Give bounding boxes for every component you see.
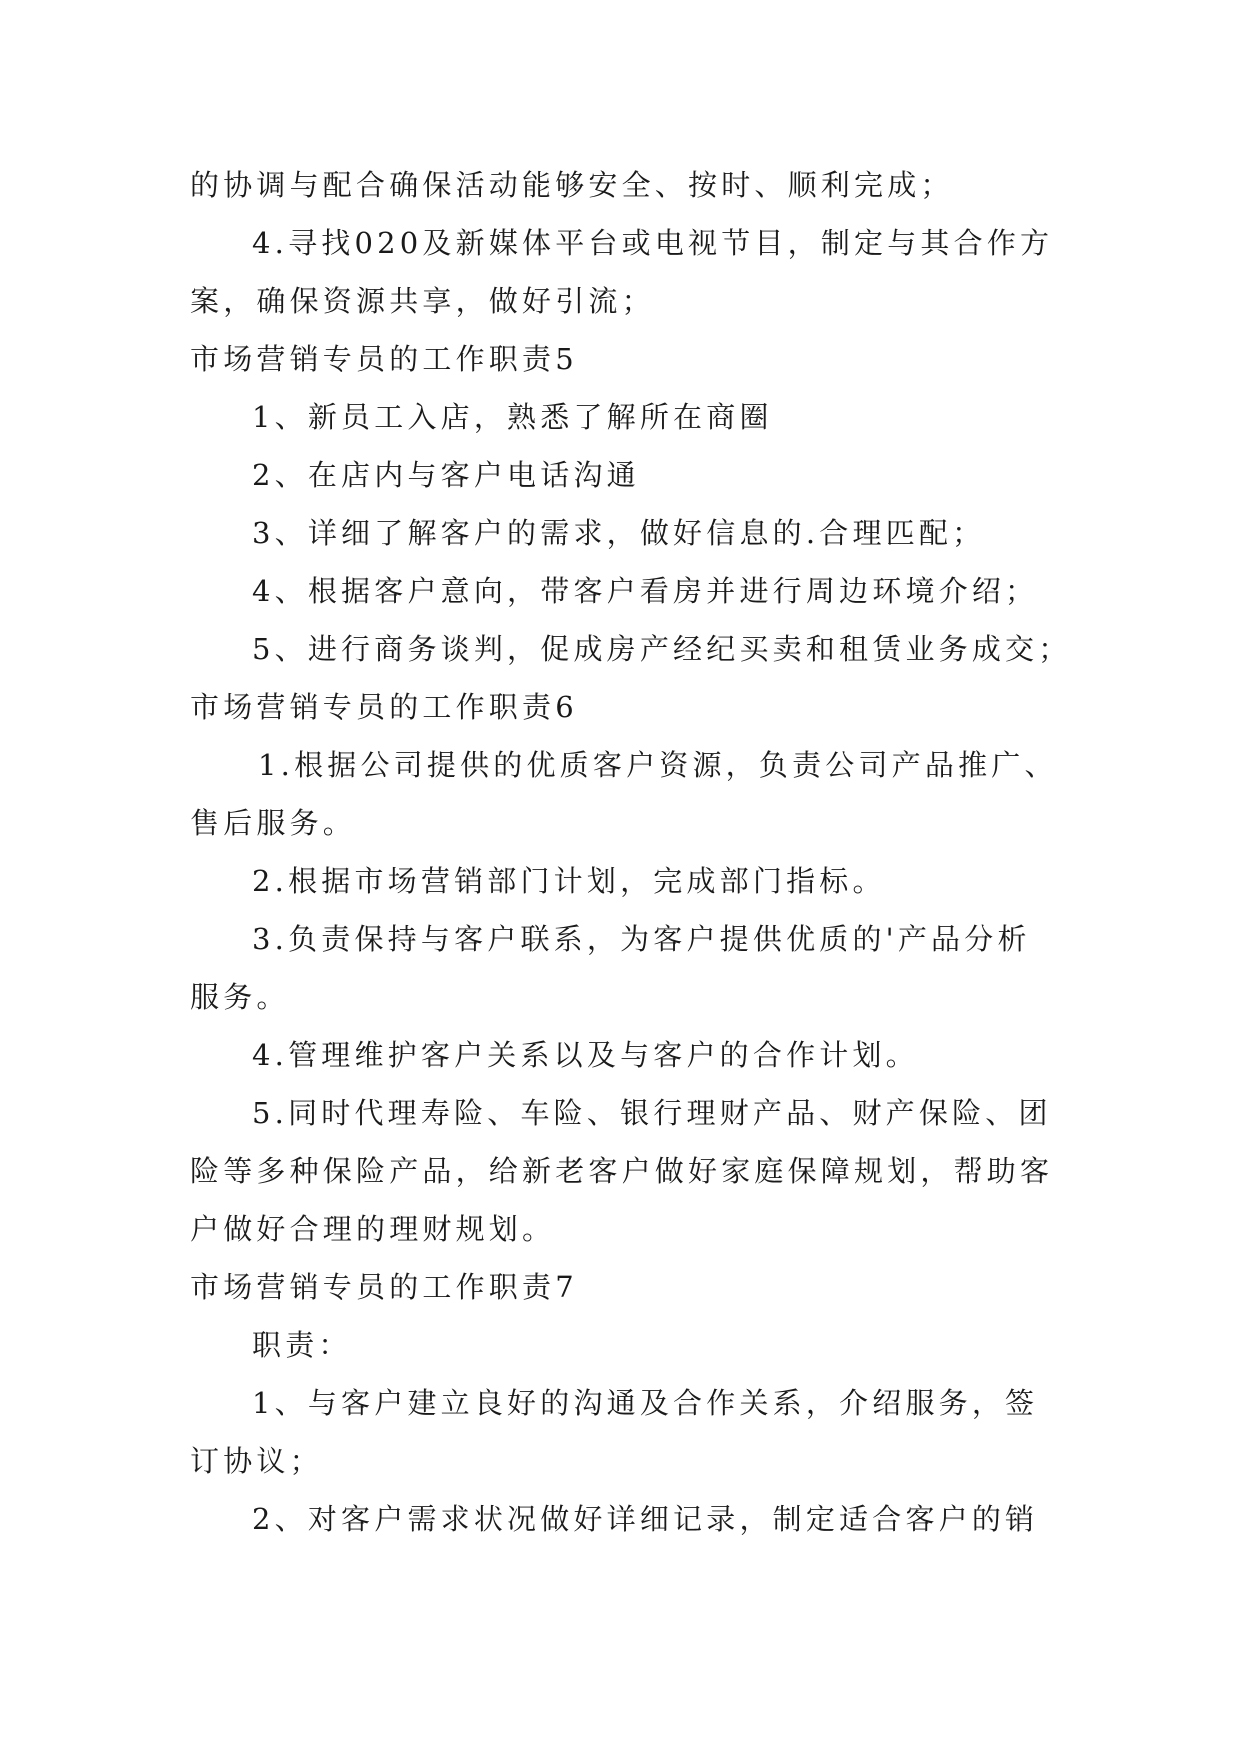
list-item-line: 4.管理维护客户关系以及与客户的合作计划。 — [252, 1038, 919, 1072]
section-heading: 市场营销专员的工作职责7 — [190, 1270, 578, 1304]
list-item-line: 2、在店内与客户电话沟通 — [252, 458, 640, 492]
list-item-line: 1、新员工入店，熟悉了解所在商圈 — [252, 400, 773, 434]
body-text-line: 的协调与配合确保活动能够安全、按时、顺利完成； — [190, 168, 954, 202]
body-text-line: 服务。 — [190, 980, 290, 1014]
body-text-line: 户做好合理的理财规划。 — [190, 1212, 556, 1246]
list-item-line: 2、对客户需求状况做好详细记录，制定适合客户的销 — [252, 1502, 1039, 1536]
body-text-line: 险等多种保险产品，给新老客户做好家庭保障规划，帮助客 — [190, 1154, 1054, 1188]
section-heading: 市场营销专员的工作职责5 — [190, 342, 578, 376]
list-item-line: 1、与客户建立良好的沟通及合作关系，介绍服务，签 — [252, 1386, 1039, 1420]
list-item-line: 3.负责保持与客户联系，为客户提供优质的'产品分析 — [252, 922, 1031, 956]
list-item-line: 4、根据客户意向，带客户看房并进行周边环境介绍； — [252, 574, 1039, 608]
list-item-line: 2.根据市场营销部门计划，完成部门指标。 — [252, 864, 886, 898]
list-item-line: 5、进行商务谈判，促成房产经纪买卖和租赁业务成交； — [252, 632, 1072, 666]
body-text-line: 案，确保资源共享，做好引流； — [190, 284, 655, 318]
body-text-line: 职责： — [252, 1328, 352, 1362]
body-text-line: 订协议； — [190, 1444, 323, 1478]
section-heading: 市场营销专员的工作职责6 — [190, 690, 578, 724]
list-item-line: 5.同时代理寿险、车险、银行理财产品、财产保险、团 — [252, 1096, 1052, 1130]
list-item-line: 3、详细了解客户的需求，做好信息的.合理匹配； — [252, 516, 986, 550]
list-item-line: 1.根据公司提供的优质客户资源，负责公司产品推广、 — [258, 748, 1058, 782]
list-item-line: 4.寻找020及新媒体平台或电视节目，制定与其合作方 — [252, 226, 1054, 260]
body-text-line: 售后服务。 — [190, 806, 357, 840]
